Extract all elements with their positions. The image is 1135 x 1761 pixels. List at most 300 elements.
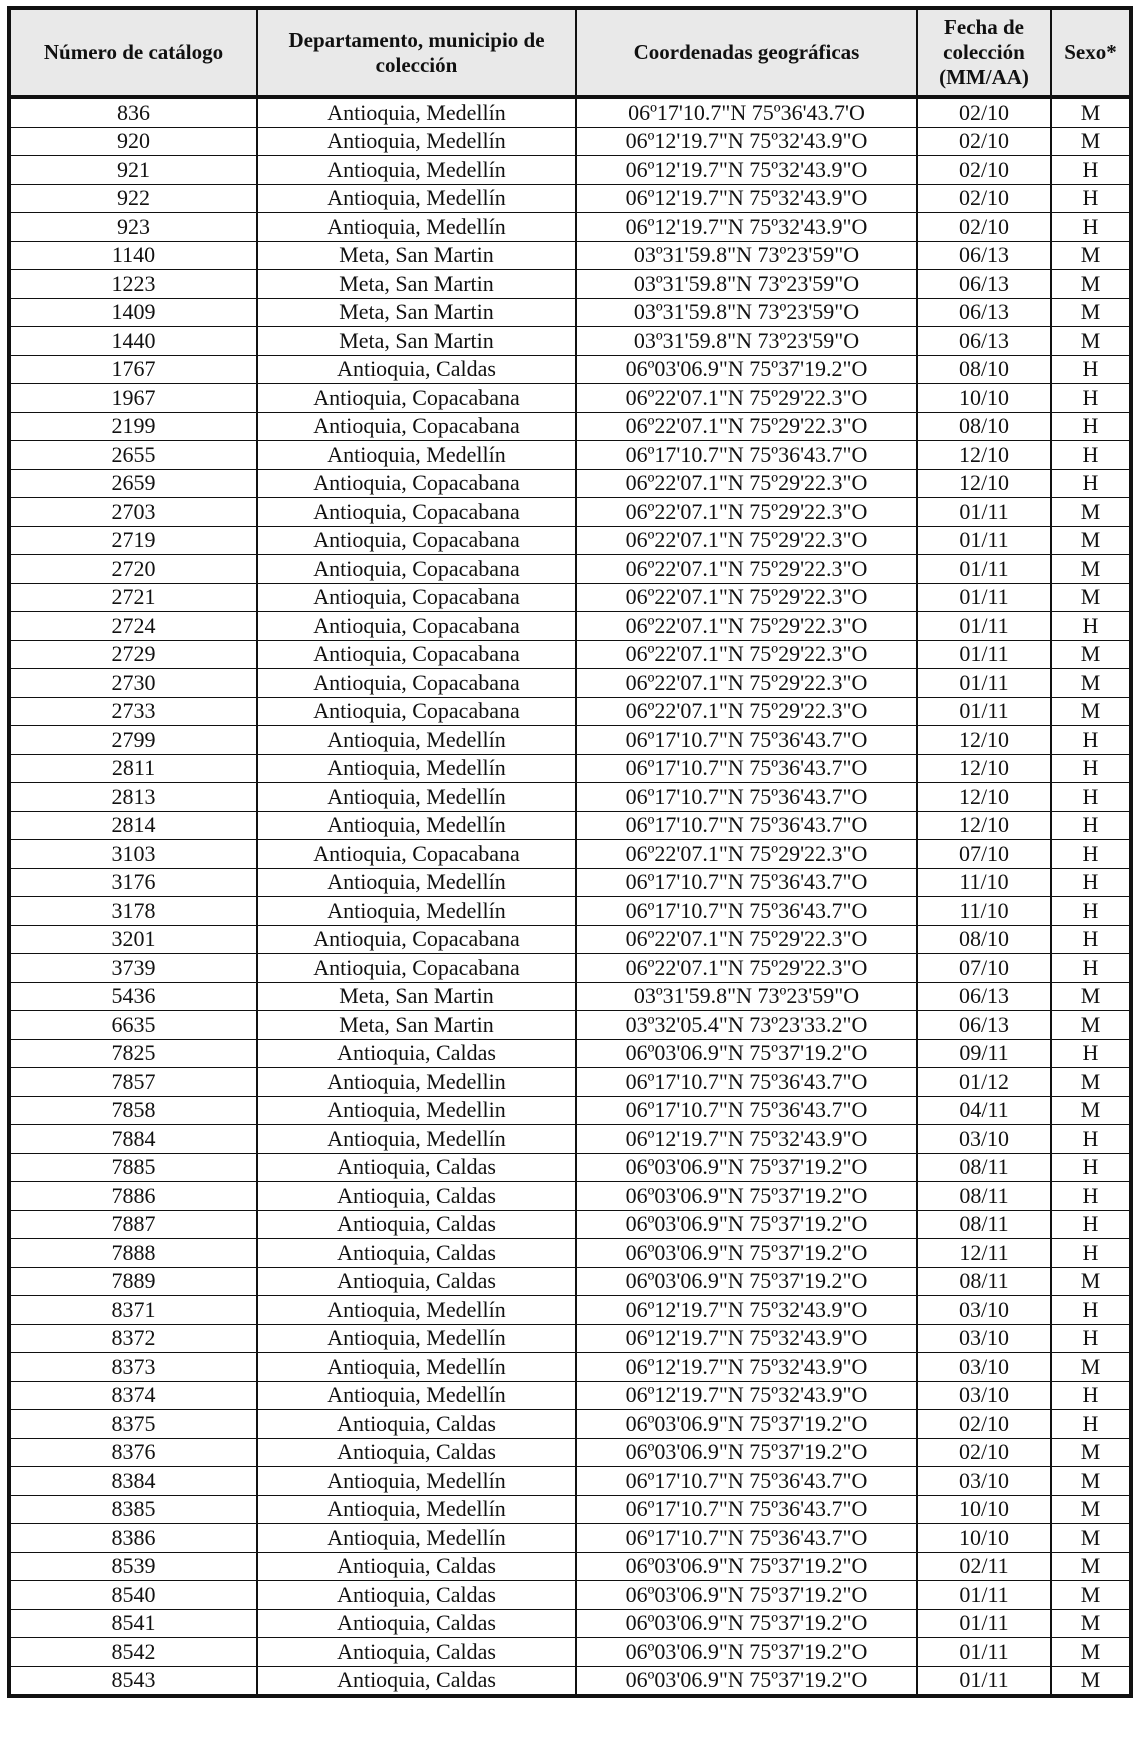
- cell-catalog-number: 7886: [9, 1182, 257, 1211]
- cell-coordinates: 06º03'06.9"N 75º37'19.2"O: [576, 1182, 917, 1211]
- cell-catalog-number: 2655: [9, 441, 257, 470]
- cell-department-municipality: Antioquia, Caldas: [257, 1552, 576, 1581]
- cell-department-municipality: Antioquia, Medellín: [257, 156, 576, 185]
- cell-department-municipality: Antioquia, Caldas: [257, 1039, 576, 1068]
- cell-sex: M: [1051, 1267, 1131, 1296]
- cell-sex: M: [1051, 1581, 1131, 1610]
- cell-collection-date: 03/10: [917, 1324, 1051, 1353]
- cell-coordinates: 06º22'07.1"N 75º29'22.3"O: [576, 412, 917, 441]
- cell-collection-date: 11/10: [917, 897, 1051, 926]
- cell-collection-date: 08/11: [917, 1182, 1051, 1211]
- header-catalog-number: Número de catálogo: [9, 8, 257, 97]
- cell-collection-date: 08/11: [917, 1267, 1051, 1296]
- cell-sex: H: [1051, 1239, 1131, 1268]
- cell-sex: H: [1051, 1296, 1131, 1325]
- cell-collection-date: 10/10: [917, 384, 1051, 413]
- cell-collection-date: 06/13: [917, 1011, 1051, 1040]
- table-row: [9, 1467, 1131, 1496]
- cell-department-municipality: Antioquia, Copacabana: [257, 412, 576, 441]
- cell-department-municipality: Antioquia, Copacabana: [257, 526, 576, 555]
- table-row: [9, 555, 1131, 584]
- cell-catalog-number: 1140: [9, 241, 257, 270]
- cell-catalog-number: 6635: [9, 1011, 257, 1040]
- cell-collection-date: 03/10: [917, 1467, 1051, 1496]
- table-row: [9, 583, 1131, 612]
- cell-department-municipality: Antioquia, Medellin: [257, 1068, 576, 1097]
- table-row: [9, 669, 1131, 698]
- cell-department-municipality: Meta, San Martin: [257, 327, 576, 356]
- cell-collection-date: 03/10: [917, 1353, 1051, 1382]
- cell-collection-date: 06/13: [917, 241, 1051, 270]
- table-row: [9, 1239, 1131, 1268]
- cell-coordinates: 06º17'10.7"N 75º36'43.7"O: [576, 1495, 917, 1524]
- cell-catalog-number: 3201: [9, 925, 257, 954]
- cell-catalog-number: 7888: [9, 1239, 257, 1268]
- cell-department-municipality: Antioquia, Copacabana: [257, 954, 576, 983]
- cell-coordinates: 06º17'10.7"N 75º36'43.7"O: [576, 868, 917, 897]
- cell-collection-date: 03/10: [917, 1125, 1051, 1154]
- cell-coordinates: 06º17'10.7"N 75º36'43.7"O: [576, 754, 917, 783]
- cell-sex: M: [1051, 1068, 1131, 1097]
- cell-catalog-number: 8384: [9, 1467, 257, 1496]
- cell-coordinates: 06º17'10.7"N 75º36'43.7"O: [576, 441, 917, 470]
- table-row: [9, 498, 1131, 527]
- cell-catalog-number: 2813: [9, 783, 257, 812]
- cell-sex: H: [1051, 1153, 1131, 1182]
- cell-catalog-number: 8385: [9, 1495, 257, 1524]
- cell-sex: M: [1051, 1552, 1131, 1581]
- table-row: [9, 412, 1131, 441]
- cell-department-municipality: Antioquia, Medellín: [257, 213, 576, 242]
- cell-coordinates: 06º12'19.7"N 75º32'43.9"O: [576, 1381, 917, 1410]
- cell-catalog-number: 2724: [9, 612, 257, 641]
- table-row: [9, 811, 1131, 840]
- cell-sex: M: [1051, 526, 1131, 555]
- table-row: [9, 441, 1131, 470]
- table-row: [9, 640, 1131, 669]
- cell-collection-date: 08/10: [917, 355, 1051, 384]
- table-row: [9, 1068, 1131, 1097]
- cell-catalog-number: 8541: [9, 1609, 257, 1638]
- table-row: [9, 469, 1131, 498]
- cell-sex: H: [1051, 441, 1131, 470]
- cell-department-municipality: Meta, San Martin: [257, 1011, 576, 1040]
- table-row: [9, 726, 1131, 755]
- cell-sex: H: [1051, 1210, 1131, 1239]
- cell-collection-date: 02/10: [917, 156, 1051, 185]
- cell-department-municipality: Antioquia, Copacabana: [257, 669, 576, 698]
- cell-collection-date: 04/11: [917, 1096, 1051, 1125]
- cell-catalog-number: 922: [9, 184, 257, 213]
- cell-collection-date: 12/11: [917, 1239, 1051, 1268]
- cell-collection-date: 10/10: [917, 1495, 1051, 1524]
- cell-catalog-number: 8386: [9, 1524, 257, 1553]
- cell-coordinates: 06º12'19.7"N 75º32'43.9"O: [576, 156, 917, 185]
- cell-catalog-number: 1409: [9, 298, 257, 327]
- cell-coordinates: 06º17'10.7"N 75º36'43.7"O: [576, 1068, 917, 1097]
- table-row: [9, 1324, 1131, 1353]
- cell-coordinates: 06º22'07.1"N 75º29'22.3"O: [576, 469, 917, 498]
- cell-collection-date: 06/13: [917, 298, 1051, 327]
- cell-sex: M: [1051, 697, 1131, 726]
- table-row: [9, 1410, 1131, 1439]
- cell-department-municipality: Antioquia, Caldas: [257, 1438, 576, 1467]
- cell-catalog-number: 2720: [9, 555, 257, 584]
- cell-collection-date: 12/10: [917, 783, 1051, 812]
- cell-department-municipality: Antioquia, Medellín: [257, 1495, 576, 1524]
- cell-department-municipality: Antioquia, Copacabana: [257, 697, 576, 726]
- cell-department-municipality: Antioquia, Medellín: [257, 783, 576, 812]
- table-row: [9, 1353, 1131, 1382]
- cell-coordinates: 06º12'19.7"N 75º32'43.9"O: [576, 127, 917, 156]
- table-row: [9, 1296, 1131, 1325]
- table-row: [9, 1381, 1131, 1410]
- cell-department-municipality: Antioquia, Medellín: [257, 754, 576, 783]
- cell-department-municipality: Antioquia, Caldas: [257, 1581, 576, 1610]
- cell-coordinates: 03º32'05.4"N 73º23'33.2"O: [576, 1011, 917, 1040]
- cell-coordinates: 06º22'07.1"N 75º29'22.3"O: [576, 840, 917, 869]
- cell-sex: M: [1051, 498, 1131, 527]
- cell-sex: H: [1051, 469, 1131, 498]
- table-row: [9, 954, 1131, 983]
- cell-sex: H: [1051, 868, 1131, 897]
- cell-coordinates: 06º03'06.9"N 75º37'19.2"O: [576, 1609, 917, 1638]
- cell-catalog-number: 3103: [9, 840, 257, 869]
- cell-coordinates: 06º12'19.7"N 75º32'43.9"O: [576, 213, 917, 242]
- cell-coordinates: 06º12'19.7"N 75º32'43.9"O: [576, 1296, 917, 1325]
- cell-catalog-number: 5436: [9, 982, 257, 1011]
- table-body: [9, 97, 1131, 1696]
- cell-catalog-number: 8374: [9, 1381, 257, 1410]
- cell-catalog-number: 8543: [9, 1666, 257, 1696]
- table-row: [9, 1153, 1131, 1182]
- cell-catalog-number: 7857: [9, 1068, 257, 1097]
- table-row: [9, 1638, 1131, 1667]
- cell-collection-date: 10/10: [917, 1524, 1051, 1553]
- cell-coordinates: 06º03'06.9"N 75º37'19.2"O: [576, 1267, 917, 1296]
- cell-sex: H: [1051, 726, 1131, 755]
- cell-department-municipality: Antioquia, Medellín: [257, 441, 576, 470]
- cell-coordinates: 06º12'19.7"N 75º32'43.9"O: [576, 1324, 917, 1353]
- table-row: [9, 925, 1131, 954]
- cell-sex: H: [1051, 612, 1131, 641]
- cell-coordinates: 03º31'59.8"N 73º23'59"O: [576, 298, 917, 327]
- cell-department-municipality: Antioquia, Medellín: [257, 1353, 576, 1382]
- cell-catalog-number: 2199: [9, 412, 257, 441]
- table-row: [9, 612, 1131, 641]
- cell-department-municipality: Antioquia, Caldas: [257, 1210, 576, 1239]
- cell-coordinates: 06º03'06.9"N 75º37'19.2"O: [576, 1666, 917, 1696]
- cell-department-municipality: Antioquia, Medellín: [257, 127, 576, 156]
- cell-collection-date: 03/10: [917, 1296, 1051, 1325]
- cell-coordinates: 06º22'07.1"N 75º29'22.3"O: [576, 669, 917, 698]
- cell-catalog-number: 1767: [9, 355, 257, 384]
- cell-department-municipality: Antioquia, Copacabana: [257, 840, 576, 869]
- cell-coordinates: 03º31'59.8"N 73º23'59"O: [576, 327, 917, 356]
- table-row: [9, 754, 1131, 783]
- cell-catalog-number: 8542: [9, 1638, 257, 1667]
- cell-catalog-number: 1967: [9, 384, 257, 413]
- cell-collection-date: 08/11: [917, 1210, 1051, 1239]
- cell-sex: H: [1051, 754, 1131, 783]
- table-row: [9, 1039, 1131, 1068]
- cell-coordinates: 06º17'10.7"N 75º36'43.7"O: [576, 783, 917, 812]
- cell-coordinates: 03º31'59.8"N 73º23'59"O: [576, 982, 917, 1011]
- table-row: [9, 127, 1131, 156]
- cell-catalog-number: 2799: [9, 726, 257, 755]
- header-sex: Sexo*: [1051, 8, 1131, 97]
- cell-coordinates: 06º17'10.7"N 75º36'43.7"O: [576, 811, 917, 840]
- table-row: [9, 1210, 1131, 1239]
- cell-coordinates: 03º31'59.8"N 73º23'59"O: [576, 270, 917, 299]
- cell-coordinates: 06º17'10.7"N 75º36'43.7'O: [576, 97, 917, 127]
- cell-department-municipality: Antioquia, Caldas: [257, 1410, 576, 1439]
- cell-collection-date: 01/11: [917, 640, 1051, 669]
- cell-sex: H: [1051, 384, 1131, 413]
- cell-coordinates: 06º12'19.7"N 75º32'43.9"O: [576, 184, 917, 213]
- cell-coordinates: 06º12'19.7"N 75º32'43.9"O: [576, 1353, 917, 1382]
- cell-collection-date: 01/12: [917, 1068, 1051, 1097]
- cell-catalog-number: 7884: [9, 1125, 257, 1154]
- cell-sex: H: [1051, 156, 1131, 185]
- cell-catalog-number: 920: [9, 127, 257, 156]
- cell-coordinates: 06º03'06.9"N 75º37'19.2"O: [576, 1039, 917, 1068]
- cell-collection-date: 02/11: [917, 1552, 1051, 1581]
- cell-coordinates: 06º03'06.9"N 75º37'19.2"O: [576, 1239, 917, 1268]
- cell-coordinates: 03º31'59.8"N 73º23'59"O: [576, 241, 917, 270]
- cell-collection-date: 09/11: [917, 1039, 1051, 1068]
- cell-collection-date: 01/11: [917, 1638, 1051, 1667]
- cell-department-municipality: Antioquia, Caldas: [257, 1267, 576, 1296]
- cell-coordinates: 06º22'07.1"N 75º29'22.3"O: [576, 954, 917, 983]
- cell-collection-date: 02/10: [917, 1410, 1051, 1439]
- table-row: [9, 384, 1131, 413]
- cell-coordinates: 06º03'06.9"N 75º37'19.2"O: [576, 1552, 917, 1581]
- cell-department-municipality: Antioquia, Copacabana: [257, 384, 576, 413]
- cell-sex: H: [1051, 1324, 1131, 1353]
- cell-catalog-number: 2729: [9, 640, 257, 669]
- cell-catalog-number: 2719: [9, 526, 257, 555]
- table-row: [9, 982, 1131, 1011]
- cell-sex: M: [1051, 327, 1131, 356]
- cell-collection-date: 08/10: [917, 412, 1051, 441]
- cell-coordinates: 06º22'07.1"N 75º29'22.3"O: [576, 384, 917, 413]
- cell-sex: M: [1051, 640, 1131, 669]
- cell-collection-date: 03/10: [917, 1381, 1051, 1410]
- table-row: [9, 298, 1131, 327]
- cell-sex: M: [1051, 1467, 1131, 1496]
- cell-catalog-number: 2721: [9, 583, 257, 612]
- cell-collection-date: 07/10: [917, 954, 1051, 983]
- cell-coordinates: 06º03'06.9"N 75º37'19.2"O: [576, 1438, 917, 1467]
- cell-catalog-number: 2811: [9, 754, 257, 783]
- table-row: [9, 1609, 1131, 1638]
- cell-department-municipality: Antioquia, Caldas: [257, 355, 576, 384]
- cell-collection-date: 02/10: [917, 1438, 1051, 1467]
- table-row: [9, 1011, 1131, 1040]
- cell-coordinates: 06º22'07.1"N 75º29'22.3"O: [576, 498, 917, 527]
- cell-catalog-number: 1223: [9, 270, 257, 299]
- cell-sex: H: [1051, 897, 1131, 926]
- cell-catalog-number: 3739: [9, 954, 257, 983]
- cell-catalog-number: 1440: [9, 327, 257, 356]
- table-row: [9, 783, 1131, 812]
- cell-catalog-number: 3178: [9, 897, 257, 926]
- table-row: [9, 897, 1131, 926]
- cell-sex: M: [1051, 270, 1131, 299]
- cell-collection-date: 12/10: [917, 441, 1051, 470]
- table-row: [9, 1182, 1131, 1211]
- cell-sex: H: [1051, 355, 1131, 384]
- cell-collection-date: 11/10: [917, 868, 1051, 897]
- table-header: [9, 8, 1131, 97]
- table-row: [9, 868, 1131, 897]
- cell-department-municipality: Antioquia, Copacabana: [257, 469, 576, 498]
- cell-catalog-number: 836: [9, 97, 257, 127]
- cell-catalog-number: 2733: [9, 697, 257, 726]
- table-row: [9, 1267, 1131, 1296]
- cell-department-municipality: Meta, San Martin: [257, 270, 576, 299]
- cell-collection-date: 01/11: [917, 669, 1051, 698]
- cell-department-municipality: Meta, San Martin: [257, 298, 576, 327]
- cell-department-municipality: Antioquia, Caldas: [257, 1666, 576, 1696]
- table-row: [9, 213, 1131, 242]
- cell-coordinates: 06º22'07.1"N 75º29'22.3"O: [576, 583, 917, 612]
- cell-collection-date: 01/11: [917, 697, 1051, 726]
- cell-sex: M: [1051, 241, 1131, 270]
- table-row: [9, 1495, 1131, 1524]
- cell-collection-date: 08/11: [917, 1153, 1051, 1182]
- cell-department-municipality: Antioquia, Medellin: [257, 1096, 576, 1125]
- cell-department-municipality: Meta, San Martin: [257, 982, 576, 1011]
- cell-sex: H: [1051, 811, 1131, 840]
- cell-department-municipality: Antioquia, Medellín: [257, 897, 576, 926]
- cell-coordinates: 06º03'06.9"N 75º37'19.2"O: [576, 1153, 917, 1182]
- cell-coordinates: 06º22'07.1"N 75º29'22.3"O: [576, 612, 917, 641]
- cell-catalog-number: 8540: [9, 1581, 257, 1610]
- table-row: [9, 156, 1131, 185]
- cell-collection-date: 02/10: [917, 97, 1051, 127]
- cell-collection-date: 01/11: [917, 555, 1051, 584]
- cell-coordinates: 06º03'06.9"N 75º37'19.2"O: [576, 355, 917, 384]
- cell-catalog-number: 7858: [9, 1096, 257, 1125]
- cell-coordinates: 06º03'06.9"N 75º37'19.2"O: [576, 1410, 917, 1439]
- cell-sex: H: [1051, 1039, 1131, 1068]
- cell-coordinates: 06º12'19.7"N 75º32'43.9"O: [576, 1125, 917, 1154]
- cell-sex: H: [1051, 925, 1131, 954]
- cell-catalog-number: 8539: [9, 1552, 257, 1581]
- cell-catalog-number: 2814: [9, 811, 257, 840]
- cell-sex: M: [1051, 1666, 1131, 1696]
- cell-department-municipality: Antioquia, Medellín: [257, 184, 576, 213]
- cell-catalog-number: 8373: [9, 1353, 257, 1382]
- cell-sex: M: [1051, 97, 1131, 127]
- cell-collection-date: 06/13: [917, 270, 1051, 299]
- cell-collection-date: 01/11: [917, 1666, 1051, 1696]
- cell-coordinates: 06º17'10.7"N 75º36'43.7"O: [576, 1524, 917, 1553]
- cell-department-municipality: Antioquia, Copacabana: [257, 925, 576, 954]
- table-row: [9, 97, 1131, 127]
- cell-sex: M: [1051, 1438, 1131, 1467]
- cell-department-municipality: Antioquia, Copacabana: [257, 612, 576, 641]
- table-row: [9, 355, 1131, 384]
- cell-coordinates: 06º03'06.9"N 75º37'19.2"O: [576, 1210, 917, 1239]
- cell-coordinates: 06º22'07.1"N 75º29'22.3"O: [576, 526, 917, 555]
- cell-collection-date: 12/10: [917, 811, 1051, 840]
- cell-department-municipality: Antioquia, Medellín: [257, 726, 576, 755]
- cell-department-municipality: Antioquia, Copacabana: [257, 640, 576, 669]
- cell-sex: H: [1051, 1410, 1131, 1439]
- cell-coordinates: 06º22'07.1"N 75º29'22.3"O: [576, 555, 917, 584]
- cell-sex: M: [1051, 1353, 1131, 1382]
- table-row: [9, 1524, 1131, 1553]
- cell-catalog-number: 8376: [9, 1438, 257, 1467]
- header-department-municipality: Departamento, municipio de colección: [257, 8, 576, 97]
- cell-department-municipality: Antioquia, Copacabana: [257, 498, 576, 527]
- cell-collection-date: 01/11: [917, 498, 1051, 527]
- cell-collection-date: 08/10: [917, 925, 1051, 954]
- cell-department-municipality: Antioquia, Caldas: [257, 1609, 576, 1638]
- cell-collection-date: 01/11: [917, 526, 1051, 555]
- table-row: [9, 1666, 1131, 1696]
- cell-sex: M: [1051, 982, 1131, 1011]
- cell-sex: M: [1051, 669, 1131, 698]
- cell-collection-date: 12/10: [917, 726, 1051, 755]
- cell-sex: H: [1051, 954, 1131, 983]
- cell-sex: H: [1051, 1125, 1131, 1154]
- cell-sex: M: [1051, 1638, 1131, 1667]
- cell-sex: M: [1051, 298, 1131, 327]
- cell-coordinates: 06º17'10.7"N 75º36'43.7"O: [576, 726, 917, 755]
- cell-coordinates: 06º03'06.9"N 75º37'19.2"O: [576, 1638, 917, 1667]
- cell-collection-date: 06/13: [917, 327, 1051, 356]
- cell-sex: M: [1051, 583, 1131, 612]
- cell-department-municipality: Antioquia, Medellín: [257, 1524, 576, 1553]
- cell-department-municipality: Antioquia, Medellín: [257, 1125, 576, 1154]
- cell-coordinates: 06º22'07.1"N 75º29'22.3"O: [576, 925, 917, 954]
- header-collection-date: Fecha de colección (MM/AA): [917, 8, 1051, 97]
- cell-coordinates: 06º17'10.7"N 75º36'43.7"O: [576, 897, 917, 926]
- cell-department-municipality: Antioquia, Caldas: [257, 1153, 576, 1182]
- cell-catalog-number: 921: [9, 156, 257, 185]
- cell-department-municipality: Antioquia, Medellín: [257, 1467, 576, 1496]
- cell-catalog-number: 8372: [9, 1324, 257, 1353]
- cell-collection-date: 01/11: [917, 1581, 1051, 1610]
- catalog-table: [7, 6, 1133, 1698]
- table-row: [9, 840, 1131, 869]
- table-row: [9, 327, 1131, 356]
- cell-sex: M: [1051, 1096, 1131, 1125]
- header-coordinates: Coordenadas geográficas: [576, 8, 917, 97]
- cell-department-municipality: Antioquia, Medellín: [257, 868, 576, 897]
- cell-sex: M: [1051, 555, 1131, 584]
- cell-department-municipality: Antioquia, Medellín: [257, 811, 576, 840]
- table-row: [9, 184, 1131, 213]
- cell-sex: H: [1051, 213, 1131, 242]
- cell-department-municipality: Antioquia, Copacabana: [257, 583, 576, 612]
- cell-collection-date: 01/11: [917, 612, 1051, 641]
- table-row: [9, 1581, 1131, 1610]
- cell-collection-date: 02/10: [917, 127, 1051, 156]
- cell-catalog-number: 8371: [9, 1296, 257, 1325]
- cell-department-municipality: Antioquia, Caldas: [257, 1239, 576, 1268]
- cell-coordinates: 06º17'10.7"N 75º36'43.7"O: [576, 1467, 917, 1496]
- cell-collection-date: 02/10: [917, 184, 1051, 213]
- cell-collection-date: 12/10: [917, 469, 1051, 498]
- table-row: [9, 1125, 1131, 1154]
- cell-catalog-number: 2703: [9, 498, 257, 527]
- cell-catalog-number: 7887: [9, 1210, 257, 1239]
